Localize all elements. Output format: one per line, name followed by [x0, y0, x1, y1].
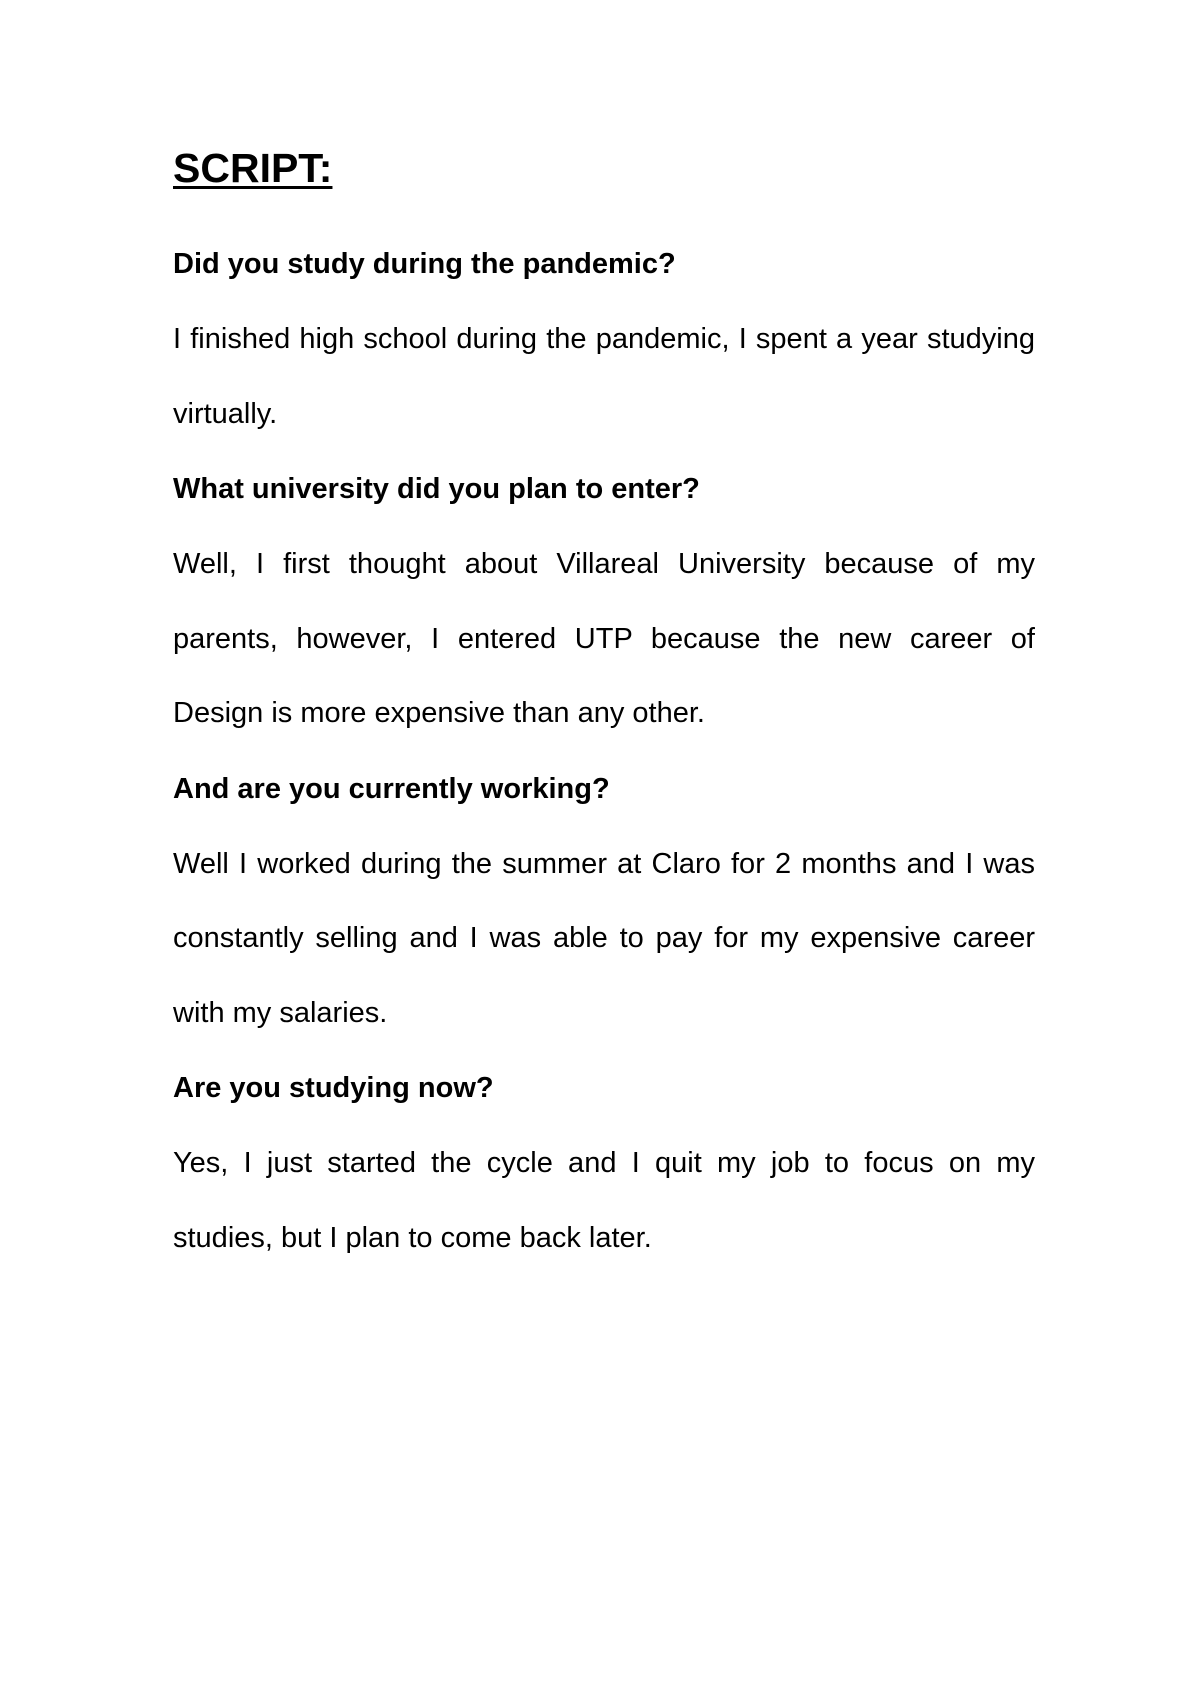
answer-1: I finished high school during the pandemic, I spent a year studying virtually.: [173, 323, 1035, 430]
question-1: Did you study during the pandemic?: [173, 248, 676, 280]
question-4: Are you studying now?: [173, 1072, 494, 1104]
document-title: SCRIPT:: [173, 145, 333, 191]
answer-4: Yes, I just started the cycle and I quit my job to focus on my studies, but I plan to come back later.: [173, 1147, 1035, 1254]
document-page: [173, 140, 1035, 1275]
question-2: What university did you plan to enter?: [173, 473, 700, 505]
answer-3: Well I worked during the summer at Claro for 2 months and I was constantly selling and I was able to pay for my expensive career with my salaries.: [173, 847, 1035, 1029]
answer-2: Well, I first thought about Villareal University because of my parents, however, I entered UTP because the new career of Design is more expensive than any other.: [173, 548, 1035, 729]
question-3: And are you currently working?: [173, 772, 610, 805]
